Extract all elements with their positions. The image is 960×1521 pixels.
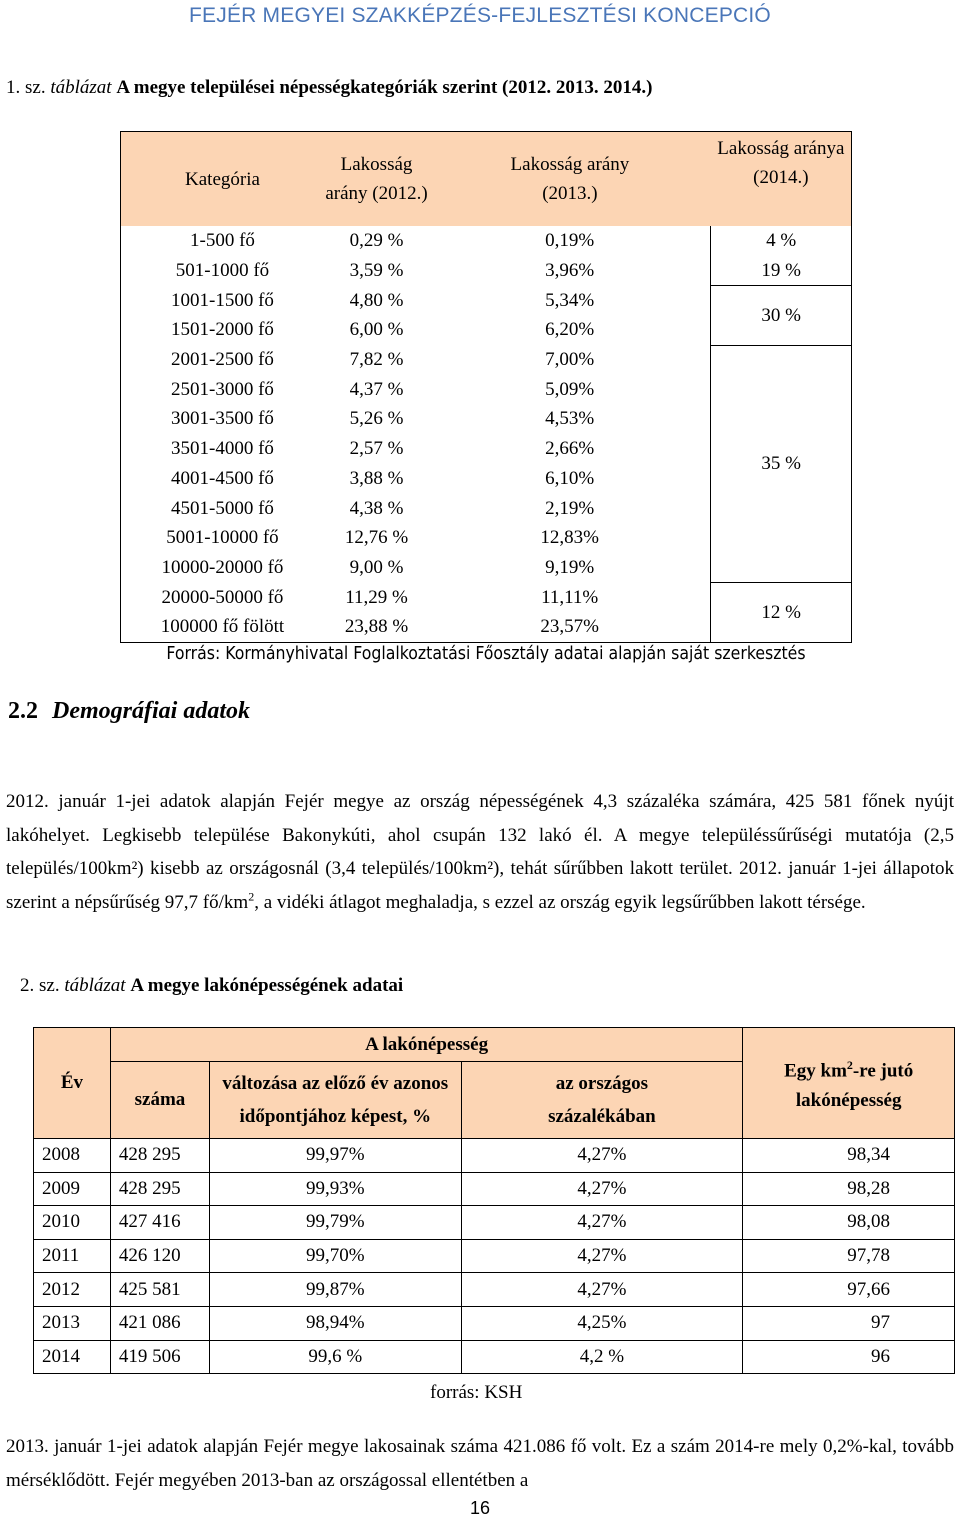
table1-row <box>121 226 852 256</box>
paragraph-superscript: 2 <box>248 889 255 904</box>
change-cell: 99,79% <box>210 1206 461 1240</box>
share-cell: 3,88 % <box>349 467 404 489</box>
population-cell: 427 416 <box>110 1206 209 1240</box>
category-cell: 501-1000 fő <box>175 259 270 281</box>
category-cell: 3501-4000 fő <box>171 438 274 460</box>
demographics-paragraph <box>6 785 954 919</box>
table2-caption-label: táblázat <box>64 975 126 996</box>
share-cell: 3,59 % <box>349 259 404 281</box>
settlement-category-table <box>120 131 852 643</box>
category-cell: 4001-4500 fő <box>171 467 274 489</box>
share-cell: 12,83% <box>540 527 599 549</box>
table2-row <box>34 1273 955 1307</box>
paragraph-text-a: 2012. január 1-jei adatok alapján Fejér megye az ország népességének 4,3 százaléka számára, 425 581 főnek nyújt lakóhelyet. Legkisebb települése Bakonykúti, ahol csupán 132 lakó él. A megye településsűrűségi mutatója (2,5 település/100km²) kisebb az országosnál (3,4 település/100km²), tehát sűrűbben lakott terület. 2012. január 1-jei állapotok szerint a népsűrűség 97,7 fő/km <box>6 791 954 913</box>
national-share-cell: 4,25% <box>461 1306 743 1340</box>
table2-header-national: az országos százalékában <box>461 1062 743 1139</box>
year-cell: 2009 <box>34 1172 111 1206</box>
share-cell: 0,19% <box>545 229 595 251</box>
national-share-cell: 4,2 % <box>461 1340 743 1374</box>
density-cell: 98,34 <box>743 1139 955 1173</box>
change-cell: 99,97% <box>210 1139 461 1173</box>
share-cell: 9,19% <box>545 556 595 578</box>
table1-row <box>121 286 852 316</box>
resident-population-table <box>33 1027 955 1374</box>
table2-row <box>34 1172 955 1206</box>
population-cell: 421 086 <box>110 1306 209 1340</box>
share-cell: 6,20% <box>545 319 595 341</box>
change-cell: 99,93% <box>210 1172 461 1206</box>
table1-row <box>121 256 852 286</box>
share-cell: 7,82 % <box>349 349 404 371</box>
table2-header-density <box>743 1028 955 1139</box>
table1-header-2013: Lakosság arány (2013.) <box>429 132 711 227</box>
table2-row <box>34 1139 955 1173</box>
share-cell: 2,19% <box>545 497 595 519</box>
population-cell: 428 295 <box>110 1139 209 1173</box>
density-cell: 97,78 <box>743 1239 955 1273</box>
category-cell: 1-500 fő <box>190 229 255 251</box>
category-cell: 3001-3500 fő <box>171 408 274 430</box>
share-cell: 5,09% <box>545 378 595 400</box>
table2-header-row-1 <box>34 1028 955 1062</box>
share-cell: 23,88 % <box>344 616 409 638</box>
share-cell: 2,66% <box>545 438 595 460</box>
table2-source: forrás: KSH <box>430 1382 523 1403</box>
section-title: Demográfiai adatok <box>52 698 250 724</box>
table1-caption-label: táblázat <box>50 77 112 98</box>
change-cell: 98,94% <box>210 1306 461 1340</box>
table2-header-change: változása az előző év azonos időpontjához képest, % <box>210 1062 461 1139</box>
year-cell: 2008 <box>34 1139 111 1173</box>
table1-header-category: Kategória <box>121 132 324 227</box>
share-2014-cell: 4 % <box>711 226 852 256</box>
table2-header-year: Év <box>34 1028 111 1139</box>
density-header-text: Egy km <box>784 1060 847 1082</box>
density-header-rest: -re jutó lakónépesség <box>795 1060 914 1112</box>
table2-row <box>34 1306 955 1340</box>
population-paragraph: 2013. január 1-jei adatok alapján Fejér megye lakosainak száma 421.086 fő volt. Ez a szám 2014-re mely 0,2%-kal, tovább mérséklődött. Fejér megyében 2013-ban az országossal ellentétben a <box>6 1436 954 1491</box>
density-cell: 98,08 <box>743 1206 955 1240</box>
table1-source: Forrás: Kormányhivatal Foglalkoztatási Főosztály adatai alapján saját szerkesztés <box>166 644 806 664</box>
share-2014-cell: 35 % <box>711 345 852 583</box>
section-number: 2.2 <box>8 698 38 724</box>
table1-header-2014: Lakosság aránya (2014.) <box>711 132 852 227</box>
share-cell: 6,10% <box>545 467 595 489</box>
share-cell: 6,00 % <box>349 319 404 341</box>
population-cell: 425 581 <box>110 1273 209 1307</box>
table2-caption-title: A megye lakónépességének adatai <box>130 975 404 996</box>
year-cell: 2010 <box>34 1206 111 1240</box>
table1-caption-title: A megye települései népességkategóriák szerint (2012. 2013. 2014.) <box>116 77 653 98</box>
share-cell: 11,11% <box>541 586 599 608</box>
share-cell: 11,29 % <box>345 586 408 608</box>
category-cell: 4501-5000 fő <box>171 497 274 519</box>
density-header-sup: 2 <box>846 1057 853 1072</box>
table1-header-2012: Lakosság arány (2012.) <box>324 132 429 227</box>
population-cell: 426 120 <box>110 1239 209 1273</box>
table1-body <box>121 226 852 643</box>
page-number: 16 <box>469 1498 491 1518</box>
table2-caption-number: 2. sz. <box>20 975 60 996</box>
national-share-cell: 4,27% <box>461 1273 743 1307</box>
change-cell: 99,70% <box>210 1239 461 1273</box>
density-cell: 97,66 <box>743 1273 955 1307</box>
share-2014-cell: 19 % <box>711 256 852 286</box>
table2-row <box>34 1340 955 1374</box>
table2-header-group: A lakónépesség <box>110 1028 742 1062</box>
category-cell: 5001-10000 fő <box>166 527 279 549</box>
share-cell: 2,57 % <box>349 438 404 460</box>
table1-caption <box>6 77 652 99</box>
year-cell: 2011 <box>34 1239 111 1273</box>
document-header: FEJÉR MEGYEI SZAKKÉPZÉS-FEJLESZTÉSI KONCEPCIÓ <box>189 4 771 27</box>
share-cell: 4,37 % <box>349 378 404 400</box>
share-cell: 4,38 % <box>349 497 404 519</box>
section-heading <box>8 698 250 725</box>
density-cell: 97 <box>743 1306 955 1340</box>
share-cell: 9,00 % <box>349 556 404 578</box>
category-cell: 20000-50000 fő <box>161 586 284 608</box>
population-cell: 419 506 <box>110 1340 209 1374</box>
table2-header-count: száma <box>110 1062 209 1139</box>
table1-row <box>121 583 852 613</box>
population-cell: 428 295 <box>110 1172 209 1206</box>
national-share-cell: 4,27% <box>461 1206 743 1240</box>
category-cell: 2001-2500 fő <box>171 349 274 371</box>
table2-body <box>34 1139 955 1374</box>
category-cell: 2501-3000 fő <box>171 378 274 400</box>
table2-caption <box>20 975 403 997</box>
category-cell: 100000 fő fölött <box>160 616 285 638</box>
category-cell: 1501-2000 fő <box>171 319 274 341</box>
share-cell: 4,53% <box>545 408 595 430</box>
change-cell: 99,6 % <box>210 1340 461 1374</box>
year-cell: 2014 <box>34 1340 111 1374</box>
share-2014-cell: 12 % <box>711 583 852 643</box>
national-share-cell: 4,27% <box>461 1172 743 1206</box>
paragraph-text-b: , a vidéki átlagot meghaladja, s ezzel az ország egyik legsűrűbben lakott térsége. <box>254 891 866 913</box>
table1-header-row <box>121 132 852 227</box>
density-cell: 96 <box>743 1340 955 1374</box>
share-cell: 7,00% <box>545 349 595 371</box>
year-cell: 2013 <box>34 1306 111 1340</box>
national-share-cell: 4,27% <box>461 1139 743 1173</box>
national-share-cell: 4,27% <box>461 1239 743 1273</box>
category-cell: 10000-20000 fő <box>161 556 284 578</box>
table2-row <box>34 1239 955 1273</box>
share-cell: 4,80 % <box>349 289 404 311</box>
density-cell: 98,28 <box>743 1172 955 1206</box>
category-cell: 1001-1500 fő <box>171 289 274 311</box>
table1-caption-number: 1. sz. <box>6 77 46 98</box>
table2-row <box>34 1206 955 1240</box>
share-cell: 5,26 % <box>349 408 404 430</box>
share-cell: 23,57% <box>540 616 599 638</box>
share-cell: 12,76 % <box>344 527 409 549</box>
change-cell: 99,87% <box>210 1273 461 1307</box>
table1-row <box>121 345 852 375</box>
year-cell: 2012 <box>34 1273 111 1307</box>
share-cell: 5,34% <box>545 289 595 311</box>
share-2014-cell: 30 % <box>711 286 852 345</box>
share-cell: 0,29 % <box>349 229 404 251</box>
share-cell: 3,96% <box>545 259 595 281</box>
